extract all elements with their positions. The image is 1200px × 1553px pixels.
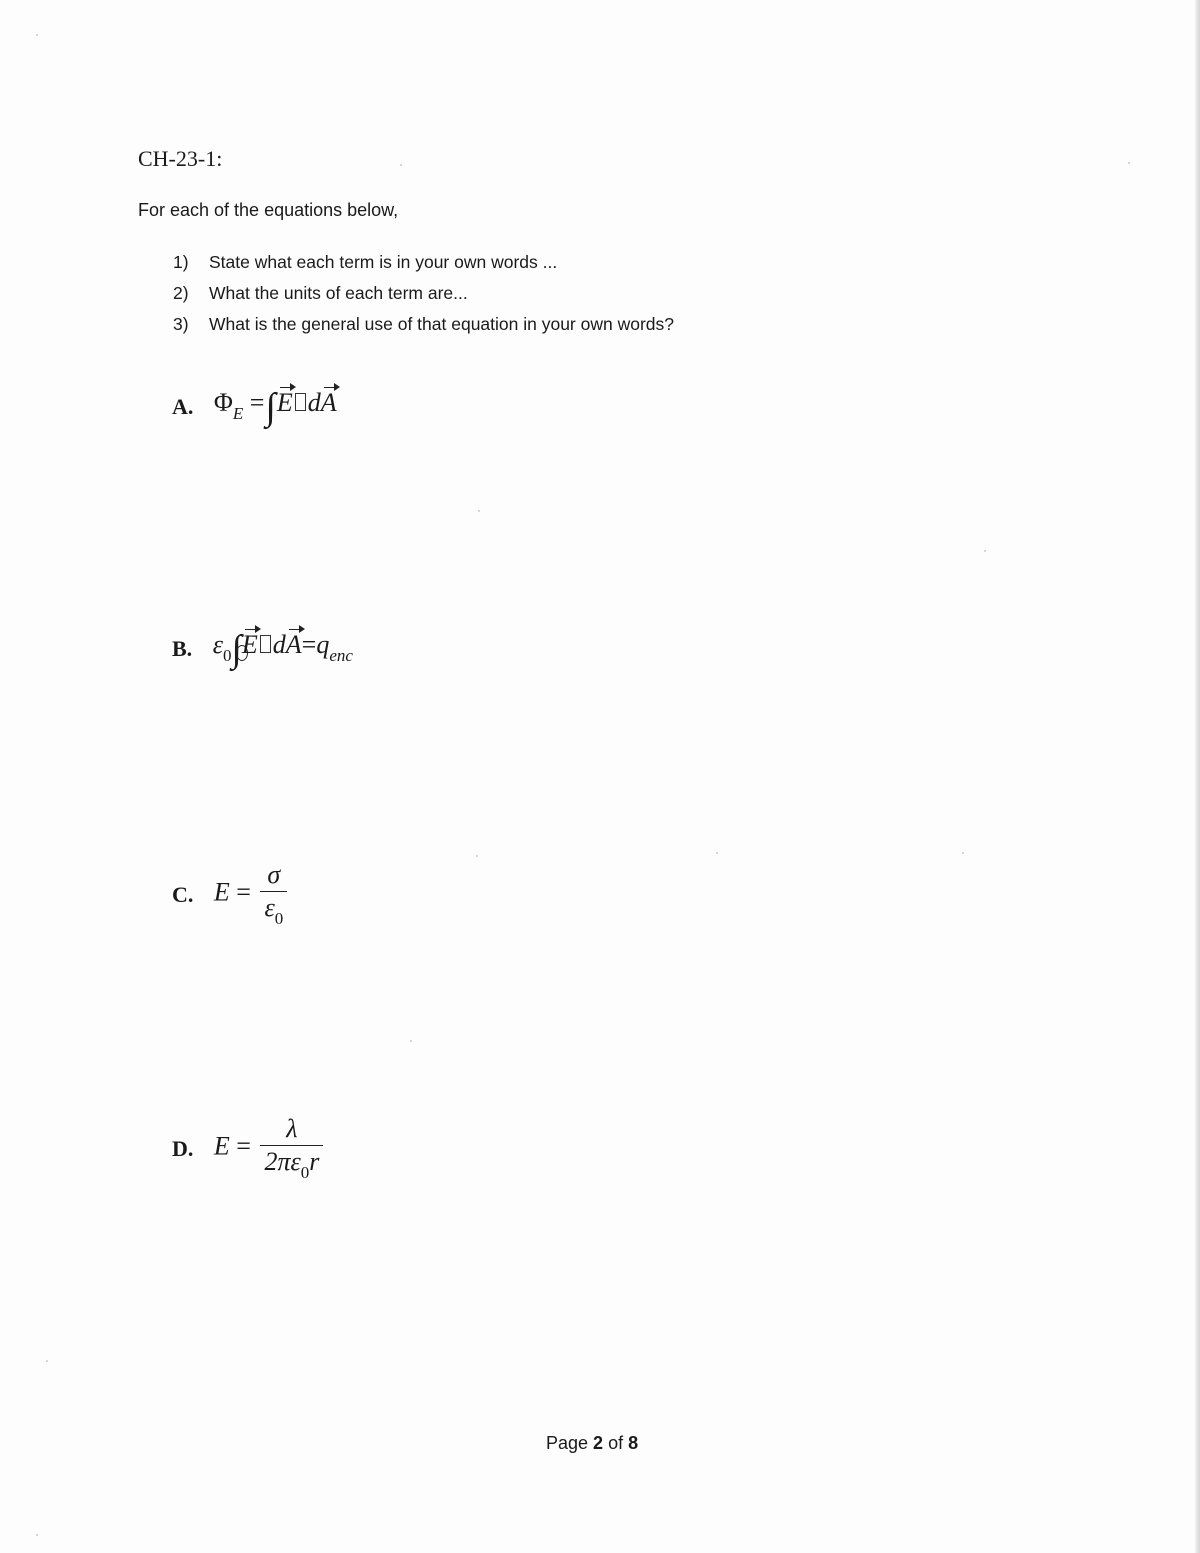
equation-d — [172, 1116, 323, 1181]
scan-speck — [1128, 162, 1130, 164]
equals-sign: = — [249, 388, 265, 417]
scan-speck — [476, 855, 478, 857]
scan-speck — [410, 1040, 412, 1042]
fraction-denominator — [260, 1145, 323, 1181]
scan-speck — [36, 34, 38, 36]
flux-subscript: E — [232, 404, 244, 423]
equals-sign: = — [236, 877, 251, 907]
page-number-footer — [546, 1433, 638, 1454]
instructions-list — [173, 250, 674, 343]
scan-edge — [1195, 0, 1200, 1553]
list-item-text: What is the general use of that equation in your own words? — [209, 314, 674, 334]
footer-prefix: Page — [546, 1433, 594, 1453]
equation-b — [172, 630, 353, 668]
equation-a — [172, 388, 337, 426]
page-title: CH-23-1: — [138, 146, 223, 171]
total-page-count: 8 — [628, 1433, 639, 1453]
scan-speck — [984, 550, 986, 552]
list-item — [173, 281, 674, 312]
denominator-prefix: 2πε — [264, 1147, 301, 1176]
permittivity-subscript: 0 — [274, 909, 284, 928]
radius-symbol: r — [309, 1147, 320, 1176]
fraction — [260, 862, 287, 927]
equation-label: B. — [172, 636, 193, 661]
permittivity-symbol: ε — [212, 630, 223, 659]
scan-speck — [962, 852, 964, 854]
fraction-numerator: λ — [286, 1114, 298, 1143]
scan-speck — [400, 164, 402, 166]
list-item — [173, 250, 674, 281]
fraction-denominator — [260, 891, 287, 927]
fraction — [260, 1116, 323, 1181]
fraction-numerator: σ — [267, 860, 281, 889]
list-item-text: What the units of each term are... — [209, 283, 468, 303]
electric-field-vector: E — [276, 388, 293, 417]
scan-speck — [36, 1534, 38, 1536]
instructions-intro: For each of the equations below, — [138, 200, 399, 220]
electric-field-symbol: E — [213, 877, 230, 907]
differential-d: d — [272, 630, 286, 659]
integral-glyph: ∫ — [231, 628, 242, 670]
equation-c — [172, 862, 287, 927]
scan-speck — [46, 1360, 48, 1362]
list-item-number: 3) — [173, 314, 189, 334]
permittivity-subscript: 0 — [222, 646, 232, 665]
permittivity-symbol: ε — [264, 893, 275, 922]
electric-field-symbol: E — [213, 1131, 230, 1161]
closed-integral-symbol — [231, 630, 241, 668]
charge-symbol: q — [316, 630, 330, 659]
equation-body — [214, 862, 287, 927]
electric-field-vector: E — [241, 630, 258, 659]
area-vector: A — [285, 630, 302, 659]
list-item-text: State what each term is in your own words ... — [209, 252, 558, 272]
scan-speck — [478, 510, 480, 512]
equation-body — [214, 1116, 323, 1181]
current-page-number: 2 — [593, 1433, 604, 1453]
equation-label: C. — [172, 881, 194, 907]
equals-sign: = — [301, 630, 317, 659]
integral-symbol: ∫ — [265, 386, 276, 428]
equation-label: D. — [172, 1135, 194, 1161]
scan-speck — [716, 852, 718, 854]
equation-body — [213, 630, 353, 668]
dot-product-box — [295, 393, 306, 411]
equation-body — [214, 388, 337, 426]
list-item — [173, 312, 674, 343]
list-item-number: 1) — [173, 252, 189, 272]
equals-sign: = — [236, 1131, 251, 1161]
equation-label: A. — [172, 394, 194, 419]
differential-d: d — [307, 388, 321, 417]
footer-middle: of — [603, 1433, 629, 1453]
permittivity-subscript: 0 — [300, 1163, 310, 1182]
list-item-number: 2) — [173, 283, 189, 303]
area-vector: A — [320, 388, 337, 417]
dot-product-box — [260, 635, 271, 653]
flux-symbol: Φ — [213, 388, 233, 417]
charge-subscript: enc — [329, 646, 353, 665]
